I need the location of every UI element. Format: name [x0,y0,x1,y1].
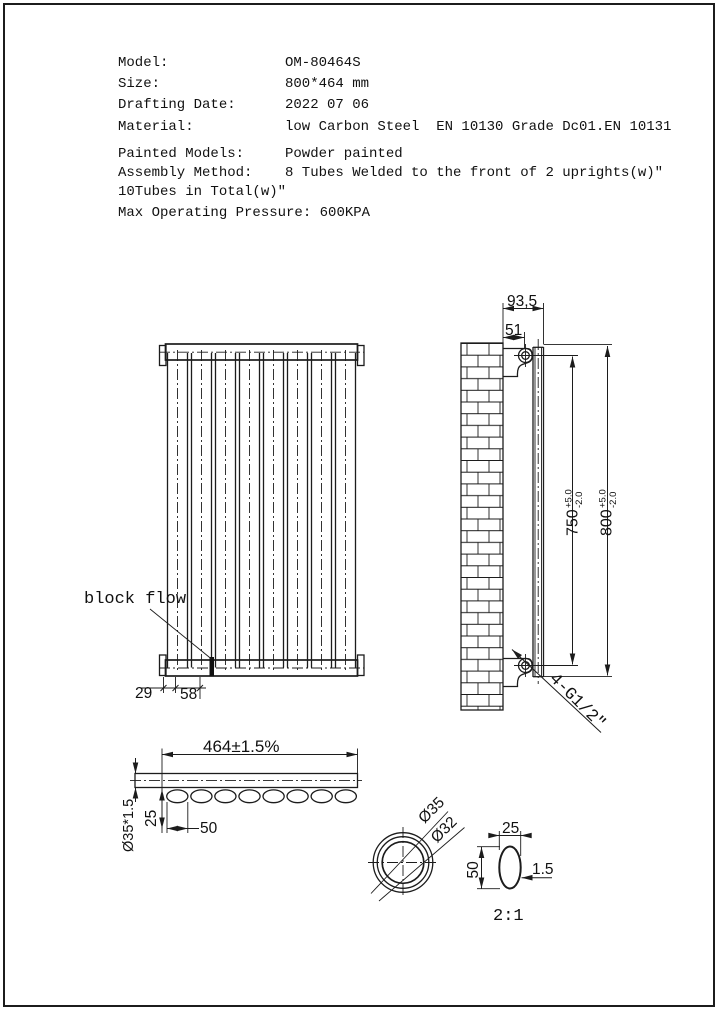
svg-text:-2.0: -2.0 [574,491,585,508]
detail-circle [368,794,465,901]
svg-text:25: 25 [143,809,160,827]
dim-upright-tube [121,799,137,852]
mount-tab [358,346,365,366]
tube-section [191,790,212,803]
mount-tab [358,655,365,676]
spec-label: Max Operating Pressure: [118,205,312,221]
svg-text:4-G1/2″: 4-G1/2″ [544,669,609,734]
bottom-view-tubes [167,790,357,803]
oval-height-label [465,861,482,879]
tube-section [239,790,260,803]
svg-text:-2.0: -2.0 [608,491,619,508]
spec-label: Material: [118,119,194,135]
spec-label: Painted Models: [118,146,245,162]
spec-value: Powder painted [285,146,403,162]
dim-29: 29 [135,685,153,702]
spec-value: low Carbon Steel EN 10130 Grade Dc01.EN 10131 [285,119,672,135]
flow-block-marker [210,657,215,677]
dim-mount: 51 [505,322,523,339]
tube-oval [499,847,520,889]
svg-text:+5.0: +5.0 [563,489,575,508]
spec-value: 8 Tubes Welded to the front of 2 uprights(w)″ [285,165,664,181]
oval-wall-label: 1.5 [532,861,554,878]
spec-label: Model: [118,55,169,71]
bottom-view [121,737,362,852]
detail-scale-label: 2:1 [493,907,524,926]
svg-text:750: 750 [564,509,582,536]
svg-text:+5.0: +5.0 [597,489,609,508]
tube-section [263,790,284,803]
wall [461,343,503,710]
spec-label: Size: [118,76,161,92]
spec-value: 10Tubes in Total(w)″ [118,184,287,200]
spec-value: 2022 07 06 [285,97,370,113]
oval-width-label: 25 [502,820,520,837]
svg-text:Ø35: Ø35 [415,794,449,827]
spec-label: Drafting Date: [118,97,236,113]
front-view [84,344,364,703]
tube-section [287,790,308,803]
tube-section [167,790,188,803]
block-flow-label: block flow [84,590,187,609]
dim-58: 58 [180,686,198,703]
spec-label: Assembly Method: [118,165,253,181]
tube-section [311,790,332,803]
side-view [461,293,619,734]
tube-section [335,790,356,803]
detail-oval [465,820,554,926]
thread-label [545,670,609,734]
svg-text:800: 800 [598,509,616,536]
dim-depth: 93,5 [507,293,538,310]
dim-offset [143,810,160,827]
tube-section [215,790,236,803]
leader-line [150,609,212,659]
spec-value: OM-80464S [285,55,361,71]
front-view-tubes [168,350,356,670]
dim-750 [564,489,586,536]
svg-text:50: 50 [465,861,482,879]
radiator-profile [533,339,544,684]
dim-800 [598,489,620,536]
dia-leader-line [371,812,448,894]
dim-tube-width: 50 [200,820,218,837]
spec-value: 800*464 mm [285,76,370,92]
dim-length: 464±1.5% [203,737,280,756]
svg-text:Ø35*1.5: Ø35*1.5 [121,798,137,852]
spec-value: 600KPA [311,205,371,221]
svg-text:Ø32: Ø32 [427,813,461,847]
